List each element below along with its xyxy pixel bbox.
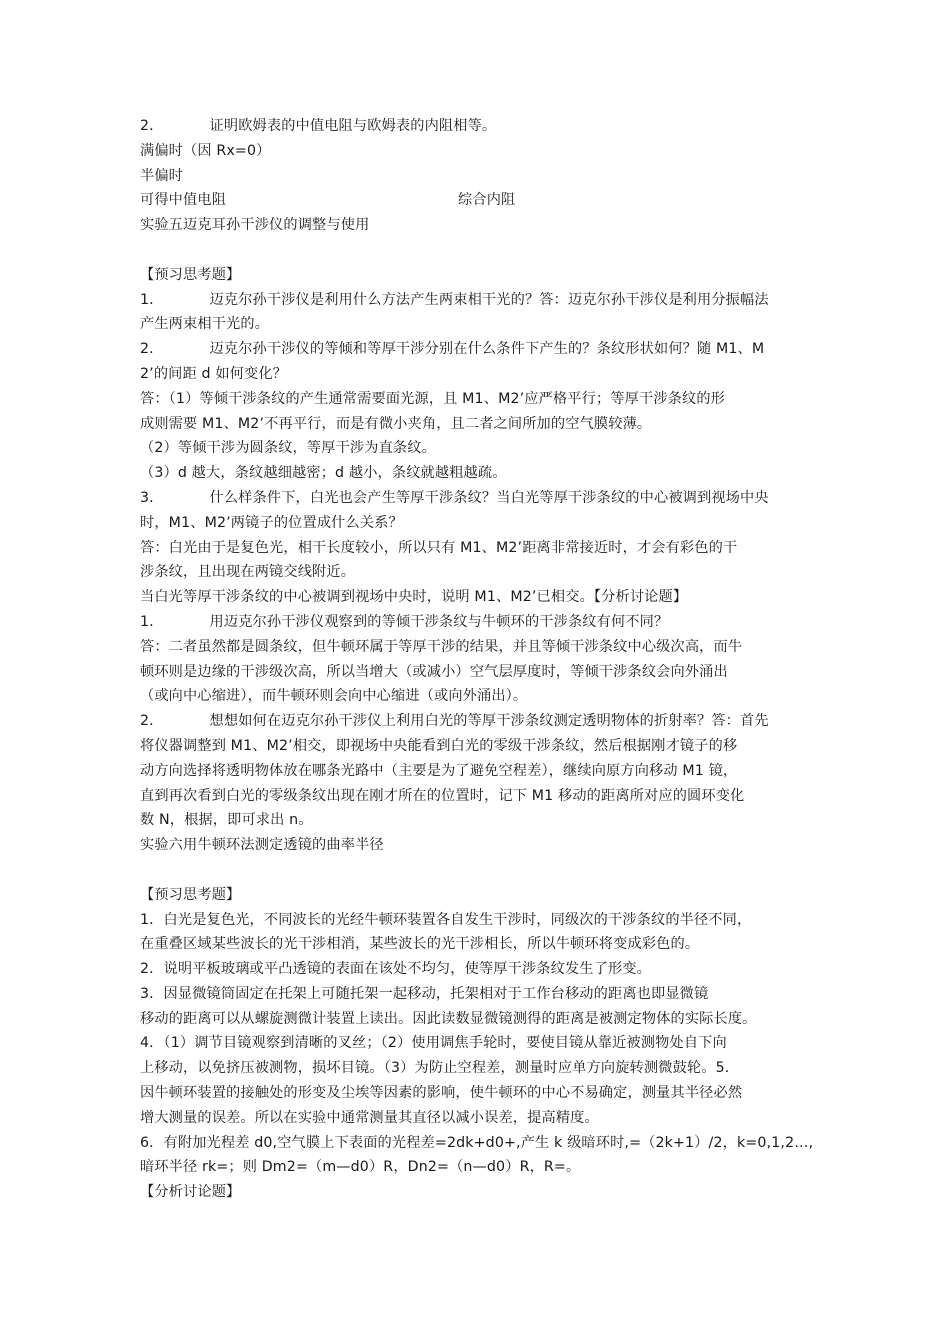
text-line: 顿环则是边缘的干涉级次高，所以当增大（或减小）空气层厚度时，等倾干涉条纹会向外涌出 bbox=[140, 663, 728, 680]
text-line: 2’的间距 d 如何变化？ bbox=[140, 365, 288, 382]
text-line: 涉条纹，且出现在两镜交线附近。 bbox=[140, 564, 356, 581]
text-line bbox=[140, 114, 830, 139]
text-line: 成则需要 M1、M2’不再平行，而是有微小夹角，且二者之间所加的空气膜较薄。 bbox=[140, 415, 652, 432]
list-number: 3． bbox=[140, 489, 164, 506]
text-line: 动方向选择将透明物体放在哪条光路中（主要是为了避免空程差），继续向原方向移动 M1 镜， bbox=[140, 762, 738, 779]
text-line: 数 N，根据，即可求出 n。 bbox=[140, 812, 313, 829]
blank-line bbox=[140, 238, 830, 263]
section-heading: 实验六用牛顿环法测定透镜的曲率半径 bbox=[140, 837, 384, 854]
line-text-right: 综合内阻 bbox=[458, 192, 516, 209]
text-line: 时，M1、M2’两镜子的位置成什么关系？ bbox=[140, 514, 403, 531]
subsection-heading: 【分析讨论题】 bbox=[140, 1184, 241, 1201]
document-body bbox=[140, 114, 830, 1205]
text-line bbox=[140, 288, 830, 313]
section-heading: 实验五迈克耳孙干涉仪的调整与使用 bbox=[140, 217, 370, 234]
text-line bbox=[140, 486, 830, 511]
text-line: 6．有附加光程差 d0,空气膜上下表面的光程差=2dk+d0+,产生 k 级暗环时,=（2k+1）/2，k=0,1,2…, bbox=[140, 1134, 814, 1151]
line-text: 什么样条件下，白光也会产生等厚干涉条纹？当白光等厚干涉条纹的中心被调到视场中央 bbox=[209, 489, 769, 506]
text-line: 答：白光由于是复色光，相干长度较小，所以只有 M1、M2’距离非常接近时，才会有彩色的干 bbox=[140, 539, 738, 556]
text-line bbox=[140, 188, 830, 213]
subsection-heading: 【预习思考题】 bbox=[140, 886, 241, 903]
text-line: 在重叠区域某些波长的光干涉相消，某些波长的光干涉相长，所以牛顿环将变成彩色的。 bbox=[140, 936, 700, 953]
text-line: 将仪器调整到 M1、M2’相交，即视场中央能看到白光的零级干涉条纹，然后根据刚才镜子的移 bbox=[140, 737, 738, 754]
text-line: 因牛顿环装置的接触处的形变及尘埃等因素的影响，使牛顿环的中心不易确定，测量其半径必然 bbox=[140, 1085, 743, 1102]
line-text: 迈克尔孙干涉仪的等倾和等厚干涉分别在什么条件下产生的？条纹形状如何？随 M1、M bbox=[209, 341, 765, 358]
text-line: （2）等倾干涉为圆条纹，等厚干涉为直条纹。 bbox=[140, 440, 436, 457]
text-line: 当白光等厚干涉条纹的中心被调到视场中央时，说明 M1、M2’已相交。【分析讨论题】 bbox=[140, 589, 688, 606]
blank-line bbox=[140, 858, 830, 883]
line-text: 证明欧姆表的中值电阻与欧姆表的内阻相等。 bbox=[209, 118, 497, 134]
text-line bbox=[140, 709, 830, 734]
line-text-left: 可得中值电阻 bbox=[140, 192, 227, 209]
list-number: 1． bbox=[140, 613, 164, 630]
list-number: 2． bbox=[140, 341, 164, 358]
subsection-heading: 【预习思考题】 bbox=[140, 266, 241, 283]
text-line: 增大测量的误差。所以在实验中通常测量其直径以减小误差，提高精度。 bbox=[140, 1109, 599, 1126]
list-number: 1． bbox=[140, 291, 164, 308]
text-line: 产生两束相干光的。 bbox=[140, 316, 270, 333]
text-line: 4．（1）调节目镜观察到清晰的叉丝；（2）使用调焦手轮时，要使目镜从靠近被测物处自下向 bbox=[140, 1035, 727, 1052]
text-line: 2．说明平板玻璃或平凸透镜的表面在该处不均匀，使等厚干涉条纹发生了形变。 bbox=[140, 961, 651, 978]
text-line: 答：（1）等倾干涉条纹的产生通常需要面光源，且 M1、M2’应严格平行；等厚干涉条纹的形 bbox=[140, 390, 726, 407]
text-line: （或向中心缩进），而牛顿环则会向中心缩进（或向外涌出）。 bbox=[140, 688, 528, 705]
text-line: 3．因显微镜筒固定在托架上可随托架一起移动，托架相对于工作台移动的距离也即显微镜 bbox=[140, 985, 709, 1002]
line-text: 用迈克尔孙干涉仪观察到的等倾干涉条纹与牛顿环的干涉条纹有何不同？ bbox=[209, 613, 669, 630]
text-line: 满偏时（因 Rx=0） bbox=[140, 142, 271, 159]
text-line bbox=[140, 337, 830, 362]
text-line bbox=[140, 610, 830, 635]
text-line: 直到再次看到白光的零级条纹出现在刚才所在的位置时，记下 M1 移动的距离所对应的圆环变化 bbox=[140, 787, 745, 804]
text-line: 暗环半径 rk=；则 Dm2=（m—d0）R，Dn2=（n—d0）R，R=。 bbox=[140, 1159, 581, 1176]
text-line: 上移动，以免挤压被测物，损坏目镜。（3）为防止空程差，测量时应单方向旋转测微鼓轮。5. bbox=[140, 1060, 730, 1077]
line-text: 迈克尔孙干涉仪是利用什么方法产生两束相干光的？答：迈克尔孙干涉仪是利用分振幅法 bbox=[209, 291, 769, 308]
text-line: 半偏时 bbox=[140, 167, 184, 184]
text-line: （3）d 越大，条纹越细越密；d 越小，条纹就越粗越疏。 bbox=[140, 465, 507, 482]
list-number: 2． bbox=[140, 713, 164, 730]
text-line: 1．白光是复色光，不同波长的光经牛顿环装置各自发生干涉时，同级次的干涉条纹的半径不同， bbox=[140, 911, 752, 928]
line-text: 想想如何在迈克尔孙干涉仪上利用白光的等厚干涉条纹测定透明物体的折射率？答：首先 bbox=[209, 713, 769, 730]
text-line: 答：二者虽然都是圆条纹，但牛顿环属于等厚干涉的结果，并且等倾干涉条纹中心级次高，而牛 bbox=[140, 638, 743, 655]
text-line: 移动的距离可以从螺旋测微计装置上读出。因此读数显微镜测得的距离是被测定物体的实际长度。 bbox=[140, 1010, 757, 1027]
list-number: 2． bbox=[140, 118, 164, 134]
